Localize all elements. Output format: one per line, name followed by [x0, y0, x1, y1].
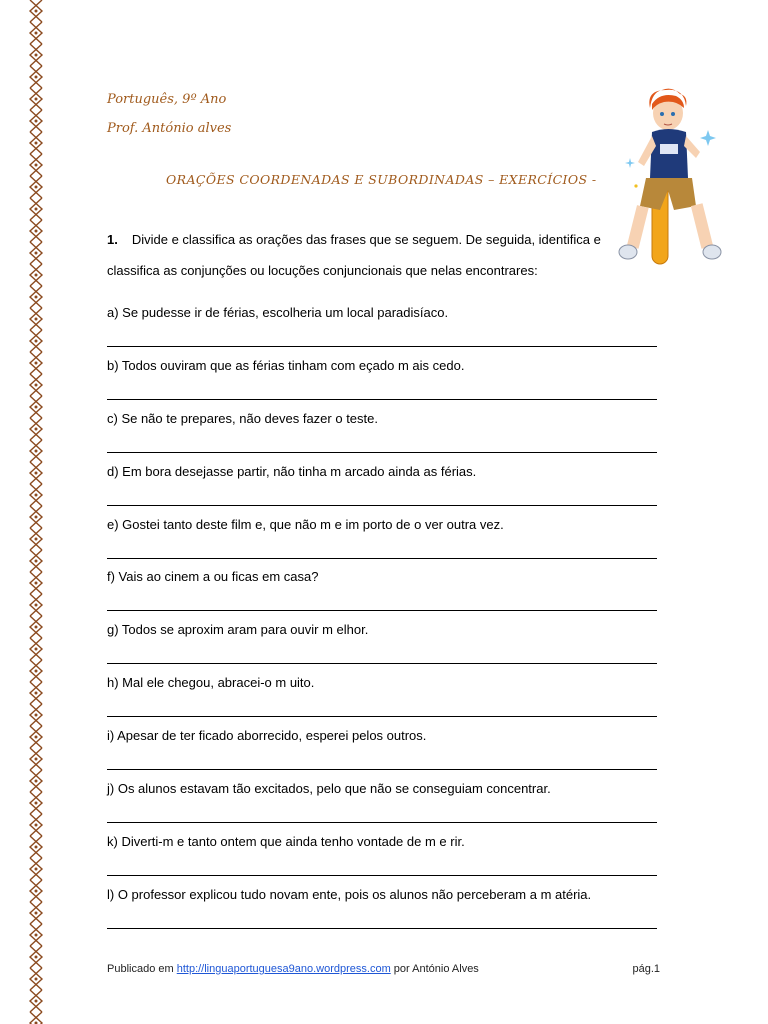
- exercise-item: [107, 566, 657, 619]
- page-number: pág.1: [632, 963, 660, 975]
- page-footer: [107, 963, 660, 975]
- exercise-sentence: h) Mal ele chegou, abracei-o m uito.: [107, 675, 315, 691]
- teacher-label: Prof. António alves: [107, 121, 232, 136]
- answer-line[interactable]: [107, 822, 657, 823]
- exercise-sentence: c) Se não te prepares, não deves fazer o teste.: [107, 410, 378, 426]
- answer-line[interactable]: [107, 346, 657, 347]
- answer-line[interactable]: [107, 928, 657, 929]
- answer-line[interactable]: [107, 716, 657, 717]
- blog-link[interactable]: http://linguaportuguesa9ano.wordpress.com: [176, 963, 391, 975]
- exercise-sentence: d) Em bora desejasse partir, não tinha m arcado ainda as férias.: [107, 463, 477, 479]
- exercise-sentence: j) Os alunos estavam tão excitados, pelo que não se conseguiam concentrar.: [107, 781, 551, 797]
- instruction-text: Divide e classifica as orações das frases que se seguem. De seguida, identifica e classifica as conjunções ou locuções conjuncionais que nelas encontrares:: [107, 232, 601, 278]
- boy-skateboard-illustration: [616, 86, 726, 268]
- answer-line[interactable]: [107, 875, 657, 876]
- exercise-item: [107, 408, 657, 461]
- instruction-block: [107, 224, 607, 286]
- answer-line[interactable]: [107, 452, 657, 453]
- course-label: Português, 9º Ano: [107, 92, 227, 107]
- exercise-item: [107, 619, 657, 672]
- exercise-sentence: g) Todos se aproxim aram para ouvir m elhor.: [107, 622, 369, 638]
- document-title: ORAÇÕES COORDENADAS E SUBORDINADAS – EXERCÍCIOS -: [166, 172, 597, 187]
- answer-line[interactable]: [107, 505, 657, 506]
- footer-suffix: por António Alves: [390, 963, 479, 975]
- exercise-sentence: k) Diverti-m e tanto ontem que ainda tenho vontade de m e rir.: [107, 833, 465, 849]
- answer-line[interactable]: [107, 610, 657, 611]
- answer-line[interactable]: [107, 663, 657, 664]
- exercise-item: [107, 778, 657, 831]
- answer-line[interactable]: [107, 558, 657, 559]
- instruction-number: 1.: [107, 232, 118, 247]
- exercise-item: [107, 672, 657, 725]
- exercise-list: [107, 302, 657, 937]
- footer-prefix: Publicado em: [107, 963, 177, 975]
- exercise-sentence: i) Apesar de ter ficado aborrecido, esperei pelos outros.: [107, 728, 427, 744]
- decorative-border: [28, 0, 44, 1024]
- exercise-item: [107, 355, 657, 408]
- exercise-sentence: a) Se pudesse ir de férias, escolheria um local paradisíaco.: [107, 305, 449, 320]
- exercise-item: [107, 884, 657, 937]
- answer-line[interactable]: [107, 769, 657, 770]
- exercise-item: [107, 725, 657, 778]
- exercise-item: [107, 831, 657, 884]
- exercise-sentence: b) Todos ouviram que as férias tinham com eçado m ais cedo.: [107, 357, 465, 373]
- exercise-item: [107, 302, 657, 355]
- answer-line[interactable]: [107, 399, 657, 400]
- exercise-sentence: l) O professor explicou tudo novam ente, pois os alunos não perceberam a m atéria.: [107, 886, 592, 902]
- exercise-sentence: e) Gostei tanto deste film e, que não m e im porto de o ver outra vez.: [107, 516, 504, 532]
- exercise-item: [107, 461, 657, 514]
- exercise-sentence: f) Vais ao cinem a ou ficas em casa?: [107, 569, 319, 585]
- exercise-item: [107, 514, 657, 567]
